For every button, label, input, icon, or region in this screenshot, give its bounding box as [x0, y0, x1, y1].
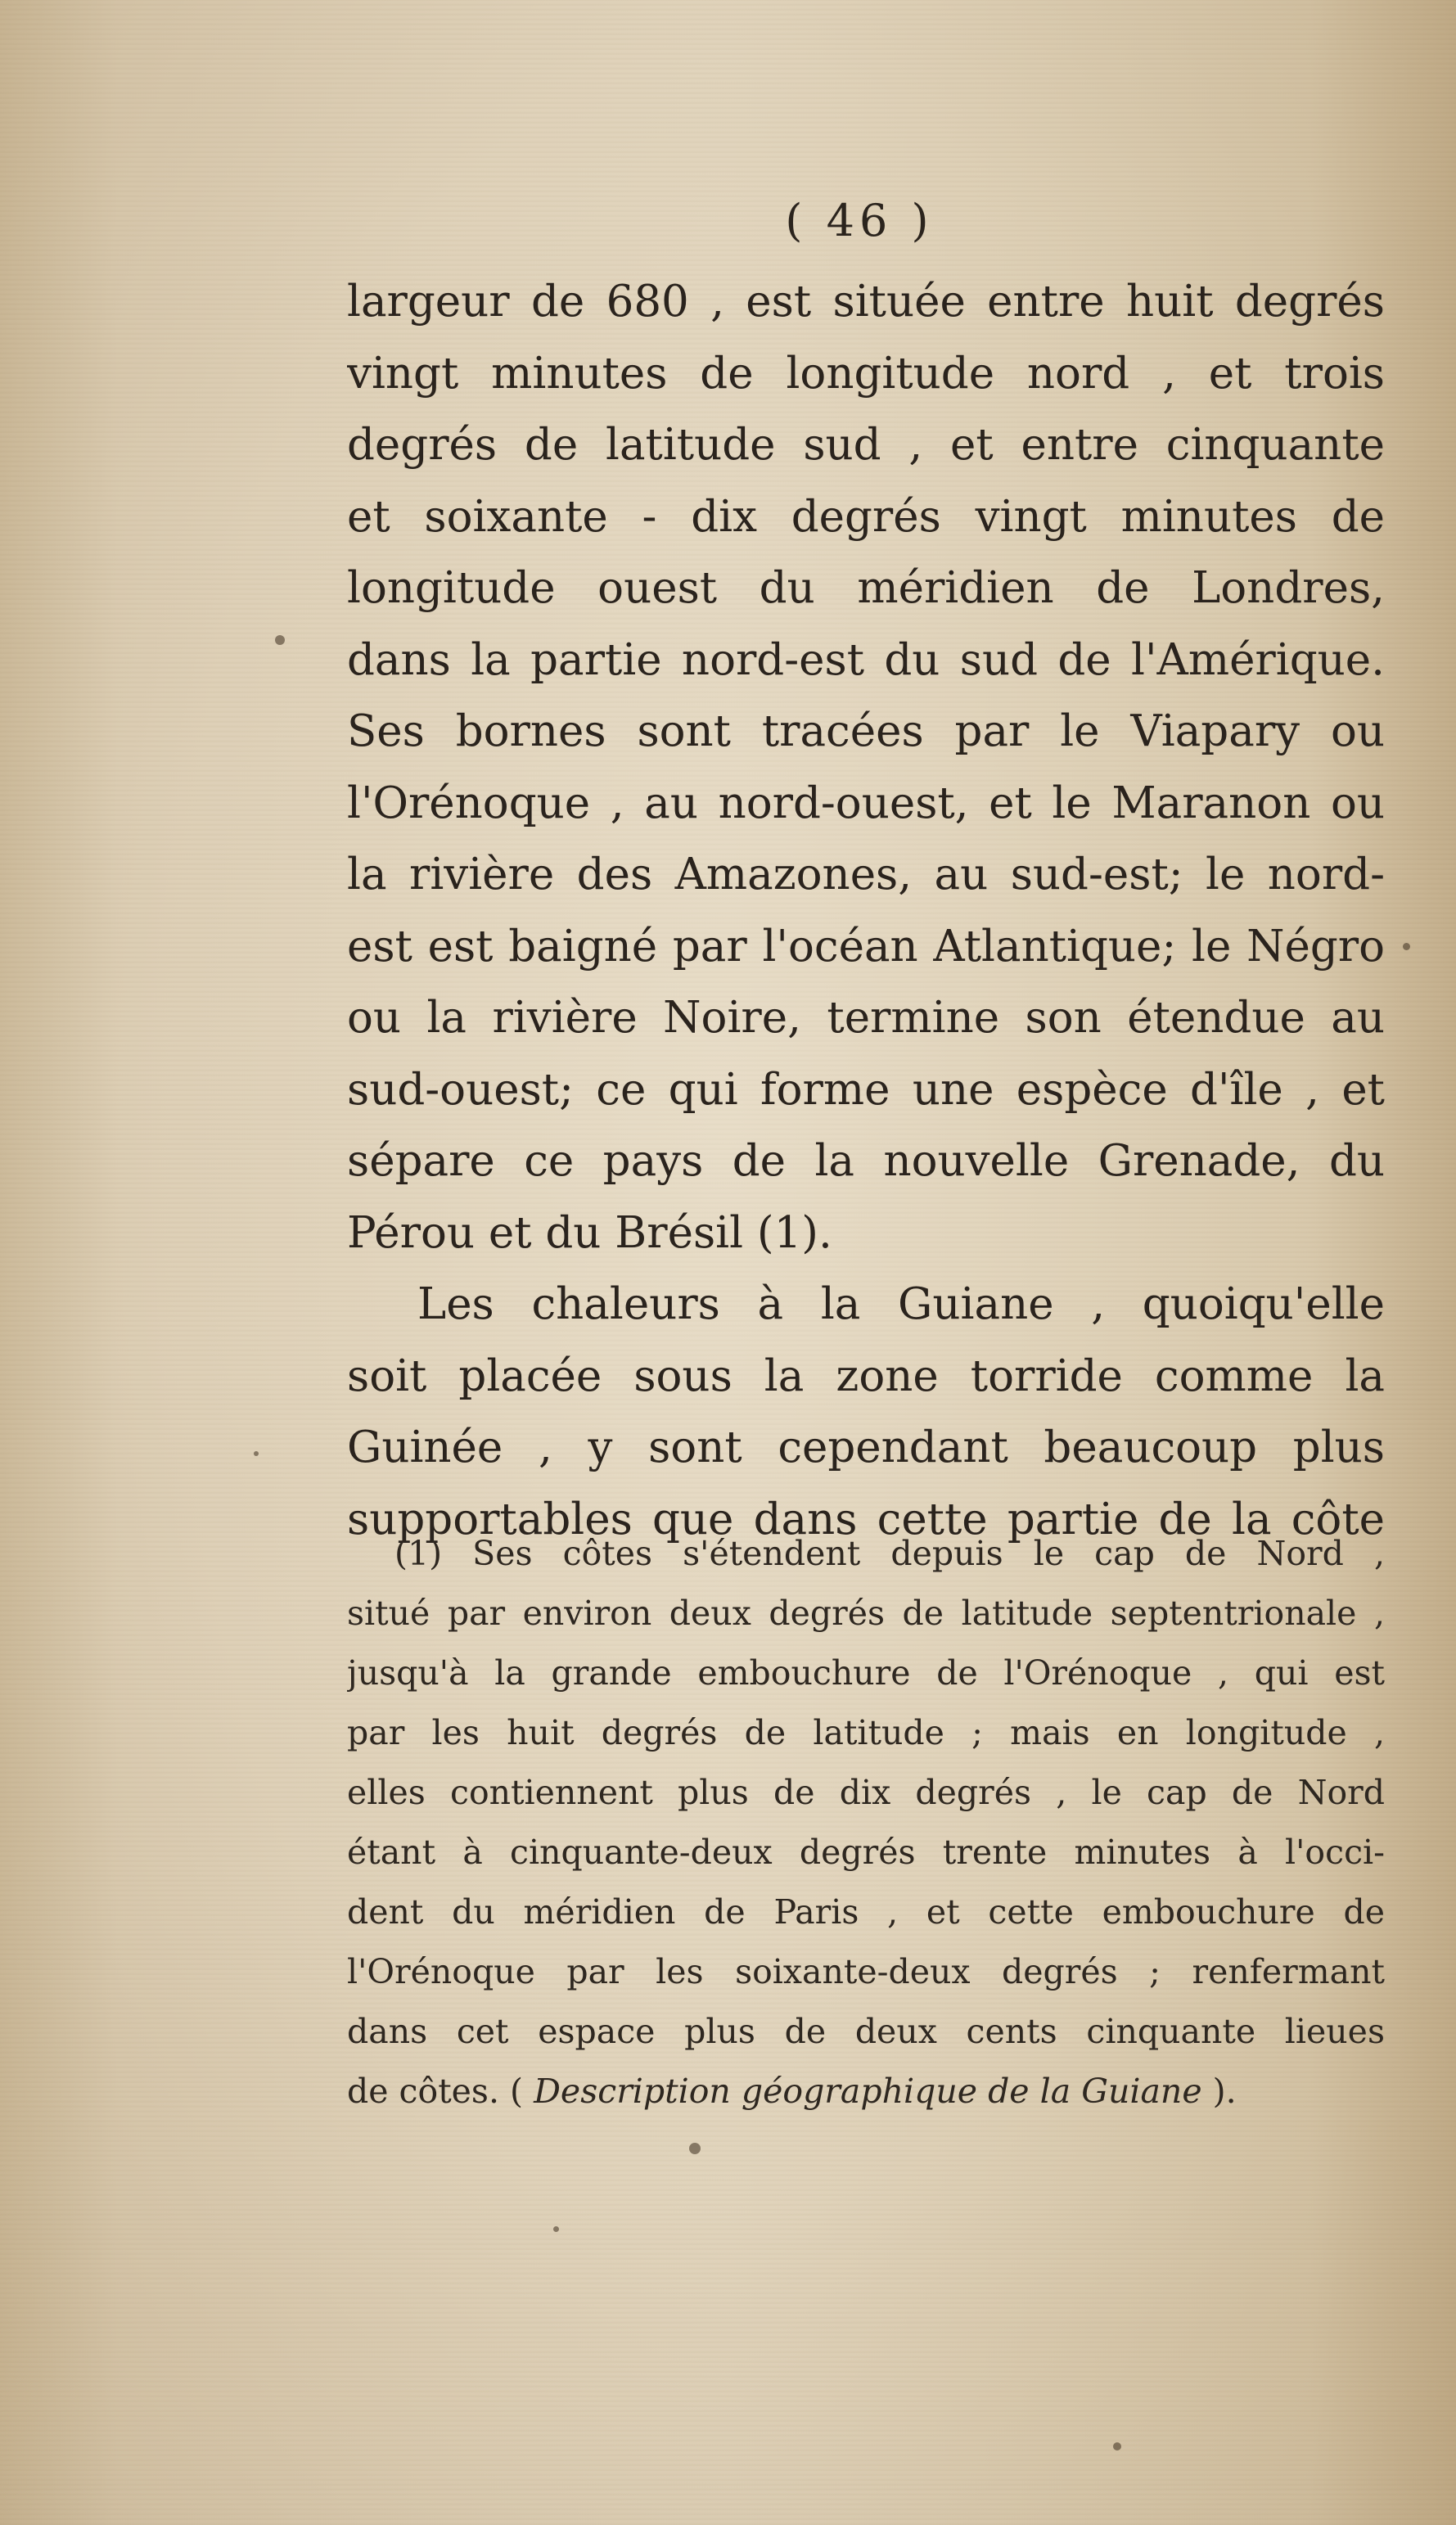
footnote-line: (1) Ses côtes s'étendent depuis le cap de Nord ,	[394, 1534, 1385, 1573]
footnote-last-line	[347, 2062, 1385, 2121]
text-line: Pérou et du Brésil (1).	[347, 1207, 832, 1258]
footnote-suffix: ).	[1201, 2072, 1237, 2111]
page-number: ( 46 )	[785, 195, 934, 246]
footnote-line: jusqu'à la grande embouchure de l'Orénoque , qui est	[347, 1653, 1385, 1693]
paper-speck	[254, 1451, 259, 1456]
footnote-line: étant à cinquante-deux degrés trente minutes à l'occi-	[347, 1833, 1385, 1872]
footnote-line: situé par environ deux degrés de latitude septentrionale ,	[347, 1594, 1385, 1633]
footnote-line: elles contiennent plus de dix degrés , le cap de Nord	[347, 1773, 1385, 1812]
text-line: l'Orénoque , au nord-ouest, et le Maranon ou	[347, 778, 1385, 828]
paragraph-start-line: Les chaleurs à la Guiane , quoiqu'elle	[417, 1279, 1385, 1329]
text-line: sépare ce pays de la nouvelle Grenade, du	[347, 1136, 1385, 1186]
text-line: sud-ouest; ce qui forme une espèce d'île , et	[347, 1064, 1385, 1115]
text-line: soit placée sous la zone torride comme la	[347, 1350, 1385, 1401]
paper-speck	[1113, 2442, 1121, 2451]
text-line: Guinée , y sont cependant beaucoup plus	[347, 1423, 1385, 1472]
paper-speck	[1403, 943, 1410, 950]
paper-speck	[689, 2143, 701, 2154]
text-line: largeur de 680 , est située entre huit degrés	[347, 277, 1385, 327]
main-text	[347, 266, 1385, 1555]
text-line: dans la partie nord-est du sud de l'Amérique.	[347, 634, 1385, 685]
footnote-line: dent du méridien de Paris , et cette embouchure de	[347, 1892, 1385, 1932]
text-line: est est baigné par l'océan Atlantique; le Négro	[347, 921, 1385, 972]
footnote-line: dans cet espace plus de deux cents cinquante lieues	[347, 2012, 1385, 2051]
text-line: et soixante - dix degrés vingt minutes de	[347, 491, 1385, 542]
footnote-line: l'Orénoque par les soixante-deux degrés ; renfermant	[347, 1952, 1385, 1991]
footnote-prefix: de côtes. (	[347, 2072, 534, 2111]
text-line: vingt minutes de longitude nord , et trois	[347, 348, 1385, 399]
footnote	[347, 1524, 1385, 2121]
text-line: ou la rivière Noire, termine son étendue au	[347, 993, 1385, 1043]
footnote-line: par les huit degrés de latitude ; mais en longitude ,	[347, 1713, 1385, 1752]
text-line: longitude ouest du méridien de Londres,	[347, 563, 1385, 613]
text-line: degrés de latitude sud , et entre cinquante	[347, 420, 1385, 470]
paper-speck	[275, 635, 285, 645]
text-line: la rivière des Amazones, au sud-est; le nord-	[347, 850, 1385, 900]
text-line: supportables que dans cette partie de la côte	[347, 1494, 1385, 1544]
text-line: Ses bornes sont tracées par le Viapary ou	[347, 706, 1385, 756]
paper-speck	[553, 2226, 559, 2232]
footnote-citation: Description géographique de la Guiane	[534, 2072, 1202, 2111]
